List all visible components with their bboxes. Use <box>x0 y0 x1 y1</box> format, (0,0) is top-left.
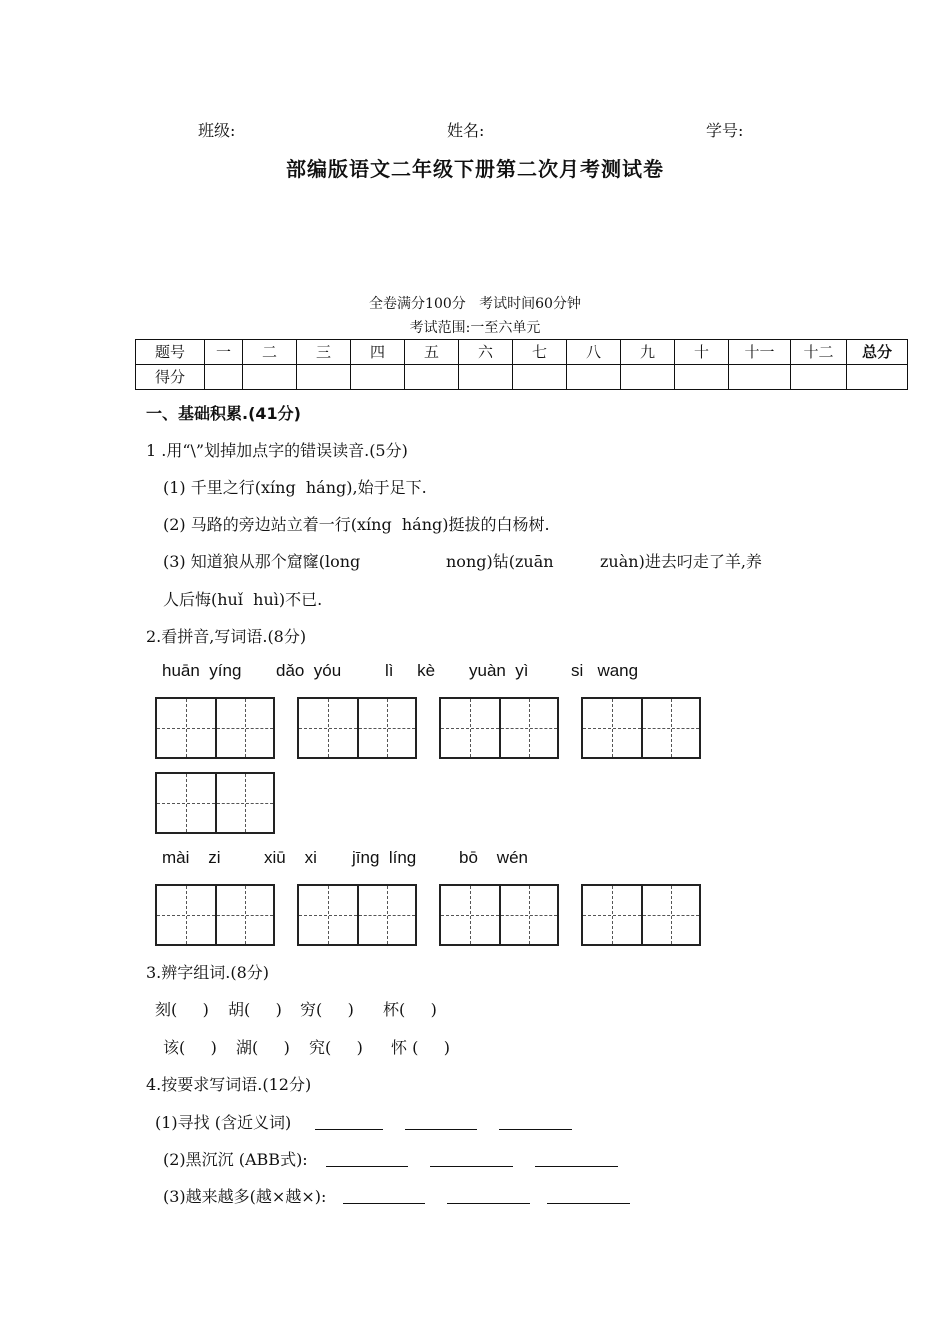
question-1-item-3b: nong)钻(zuān <box>446 552 554 571</box>
score-cell[interactable] <box>405 365 459 390</box>
answer-blank[interactable] <box>535 1150 618 1167</box>
answer-blank[interactable] <box>447 1187 530 1204</box>
score-table-total-header: 总分 <box>847 340 908 365</box>
writing-grid[interactable] <box>155 884 275 946</box>
score-table-header-cell: 六 <box>459 340 513 365</box>
score-cell[interactable] <box>621 365 675 390</box>
score-table-header-row <box>136 340 908 365</box>
score-cell[interactable] <box>675 365 729 390</box>
class-label: 班级: <box>198 121 236 140</box>
question-4-item-3-label: (3)越来越多(越×越×): <box>163 1187 327 1206</box>
question-4-title: 4.按要求写词语.(12分) <box>146 1075 312 1094</box>
writing-grid[interactable] <box>439 884 559 946</box>
score-table-header-cell: 题号 <box>136 340 205 365</box>
pinyin-prompt: jīng líng <box>352 848 417 867</box>
question-4-item-1-label: (1)寻找 (含近义词) <box>155 1113 292 1132</box>
pinyin-prompt: mài zi <box>162 848 221 867</box>
writing-grid[interactable] <box>581 884 701 946</box>
writing-grid[interactable] <box>297 697 417 759</box>
question-1-item-3c: zuàn)进去叼走了羊,养 <box>600 552 762 571</box>
writing-grid[interactable] <box>297 884 417 946</box>
score-cell[interactable] <box>205 365 243 390</box>
pinyin-prompt: bō wén <box>459 848 528 867</box>
score-table-header-cell: 九 <box>621 340 675 365</box>
char-pair-item: 杯( ) <box>383 1000 437 1019</box>
question-1-item-1: (1) 千里之行(xíng háng),始于足下. <box>163 478 427 497</box>
question-1-item-3d: 人后悔(huǐ huì)不已. <box>163 590 323 609</box>
score-table-header-cell: 十 <box>675 340 729 365</box>
score-cell[interactable] <box>791 365 847 390</box>
pinyin-prompt: si wang <box>571 661 639 680</box>
question-4-item-1 <box>155 1110 291 1133</box>
char-pair-item: 怀 ( ) <box>391 1038 451 1057</box>
answer-blank[interactable] <box>405 1113 477 1130</box>
answer-blank[interactable] <box>430 1150 513 1167</box>
question-1-item-3a: (3) 知道狼从那个窟窿(long <box>163 552 361 571</box>
score-table-header-cell: 十一 <box>729 340 791 365</box>
question-1-title: 1 .用“\”划掉加点字的错误读音.(5分) <box>146 441 408 460</box>
score-cell[interactable] <box>243 365 297 390</box>
name-label: 姓名: <box>447 121 485 140</box>
score-cell[interactable] <box>729 365 791 390</box>
pinyin-prompt: dǎo yóu <box>276 661 342 680</box>
char-pair-item: 该( ) <box>163 1038 217 1057</box>
pinyin-prompt: yuàn yì <box>469 661 529 680</box>
score-table-header-cell: 八 <box>567 340 621 365</box>
answer-blank[interactable] <box>326 1150 408 1167</box>
score-cell-total[interactable] <box>847 365 908 390</box>
score-table-header-cell: 二 <box>243 340 297 365</box>
char-pair-item: 穷( ) <box>300 1000 354 1019</box>
score-table-header-cell: 一 <box>205 340 243 365</box>
score-cell[interactable] <box>297 365 351 390</box>
score-cell[interactable] <box>459 365 513 390</box>
score-table-header-cell: 十二 <box>791 340 847 365</box>
score-table-row-label: 得分 <box>136 365 205 390</box>
score-table-score-row <box>136 365 908 390</box>
score-cell[interactable] <box>567 365 621 390</box>
section-heading: 一、基础积累.(41分) <box>146 404 301 423</box>
answer-blank[interactable] <box>343 1187 425 1204</box>
answer-blank[interactable] <box>547 1187 630 1204</box>
student-id-label: 学号: <box>706 121 744 140</box>
score-table-header-cell: 四 <box>351 340 405 365</box>
writing-grid[interactable] <box>581 697 701 759</box>
pinyin-prompt: xiū xi <box>264 848 317 867</box>
question-4-item-3 <box>163 1184 326 1207</box>
question-2-title: 2.看拼音,写词语.(8分) <box>146 627 307 646</box>
pinyin-prompt: lì kè <box>385 661 436 680</box>
exam-info-line1: 全卷满分100分 考试时间60分钟 <box>369 296 581 312</box>
writing-grid[interactable] <box>155 697 275 759</box>
char-pair-item: 刻( ) <box>155 1000 209 1019</box>
exam-info-line2: 考试范围:一至六单元 <box>409 320 541 336</box>
char-pair-item: 湖( ) <box>236 1038 290 1057</box>
char-pair-item: 究( ) <box>309 1038 363 1057</box>
writing-grid[interactable] <box>439 697 559 759</box>
score-table-header-cell: 五 <box>405 340 459 365</box>
score-cell[interactable] <box>513 365 567 390</box>
question-4-item-2 <box>163 1147 308 1170</box>
question-4-item-2-label: (2)黑沉沉 (ABB式): <box>163 1150 308 1169</box>
score-table-header-cell: 三 <box>297 340 351 365</box>
score-cell[interactable] <box>351 365 405 390</box>
answer-blank[interactable] <box>499 1113 572 1130</box>
char-pair-item: 胡( ) <box>228 1000 282 1019</box>
pinyin-prompt: huān yíng <box>162 661 242 680</box>
score-table-header-cell: 七 <box>513 340 567 365</box>
score-table <box>135 339 908 390</box>
writing-grid[interactable] <box>155 772 275 834</box>
question-3-title: 3.辨字组词.(8分) <box>146 963 270 982</box>
page-title: 部编版语文二年级下册第二次月考测试卷 <box>286 157 664 181</box>
answer-blank[interactable] <box>315 1113 383 1130</box>
question-1-item-2: (2) 马路的旁边站立着一行(xíng háng)挺拔的白杨树. <box>163 515 550 534</box>
